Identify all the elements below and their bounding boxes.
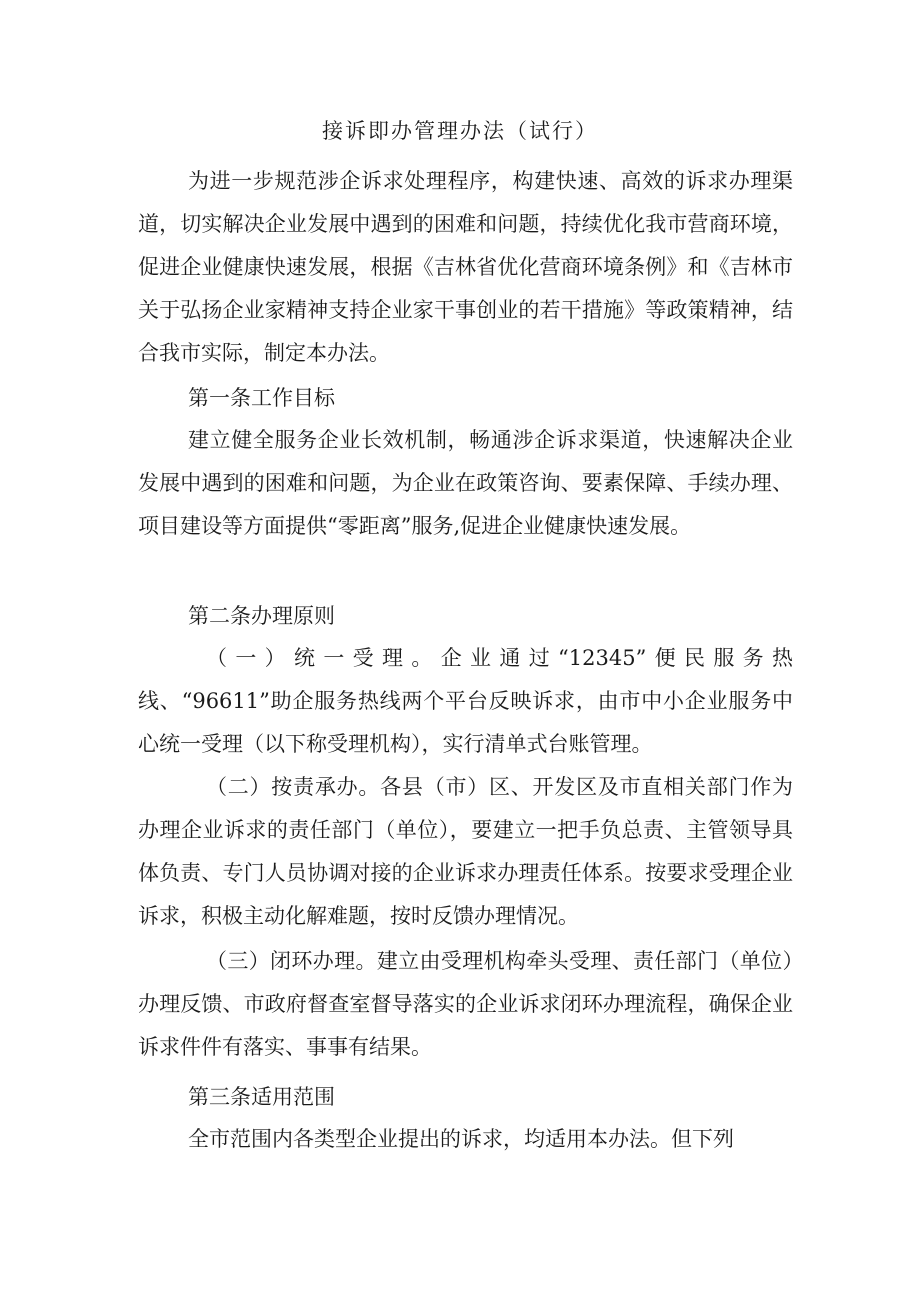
article1-paragraph: 建立健全服务企业长效机制，畅通涉企诉求渠道，快速解决企业发展中遇到的困难和问题，为企业在政策咨询、要素保障、手续办理、项目建设等方面提供“零距离”服务,促进企业健康快速发展。: [138, 428, 793, 538]
article2-item-3: （三）闭环办理。建立由受理机构牵头受理、责任部门（单位）办理反馈、市政府督查室督导落实的企业诉求闭环办理流程，确保企业诉求件件有落实、事事有结果。: [138, 949, 793, 1059]
article2-item-1-block: [138, 637, 793, 766]
document-title: 接诉即办管理办法（试行）: [322, 119, 598, 143]
article2-item-1: （一）统一受理。企业通过“12345”便民服务热线、“96611”助企服务热线两个平台反映诉求，由市中小企业服务中心统一受理（以下称受理机构），实行清单式台账管理。: [138, 646, 793, 756]
preamble-block: [138, 160, 793, 375]
article3-block: [138, 1118, 793, 1161]
article2-item-2-block: [138, 766, 793, 938]
article2-item-2: （二）按责承办。各县（市）区、开发区及市直相关部门作为办理企业诉求的责任部门（单位），要建立一把手负总责、主管领导具体负责、专门人员协调对接的企业诉求办理责任体系。按要求受理企业诉求，积极主动化解难题，按时反馈办理情况。: [138, 775, 793, 928]
article1-heading: 第一条工作目标: [188, 386, 335, 410]
article2-item-3-block: [138, 940, 793, 1069]
article3-heading: 第三条适用范围: [188, 1085, 335, 1109]
article3-paragraph: 全市范围内各类型企业提出的诉求，均适用本办法。但下列: [188, 1127, 734, 1151]
preamble-paragraph: 为进一步规范涉企诉求处理程序，构建快速、高效的诉求办理渠道，切实解决企业发展中遇到的困难和问题，持续优化我市营商环境，促进企业健康快速发展，根据《吉林省优化营商环境条例》和《吉林市关于弘扬企业家精神支持企业家干事创业的若干措施》等政策精神，结合我市实际，制定本办法。: [138, 169, 793, 365]
article2-heading: 第二条办理原则: [188, 604, 335, 628]
article1-block: [138, 419, 793, 548]
